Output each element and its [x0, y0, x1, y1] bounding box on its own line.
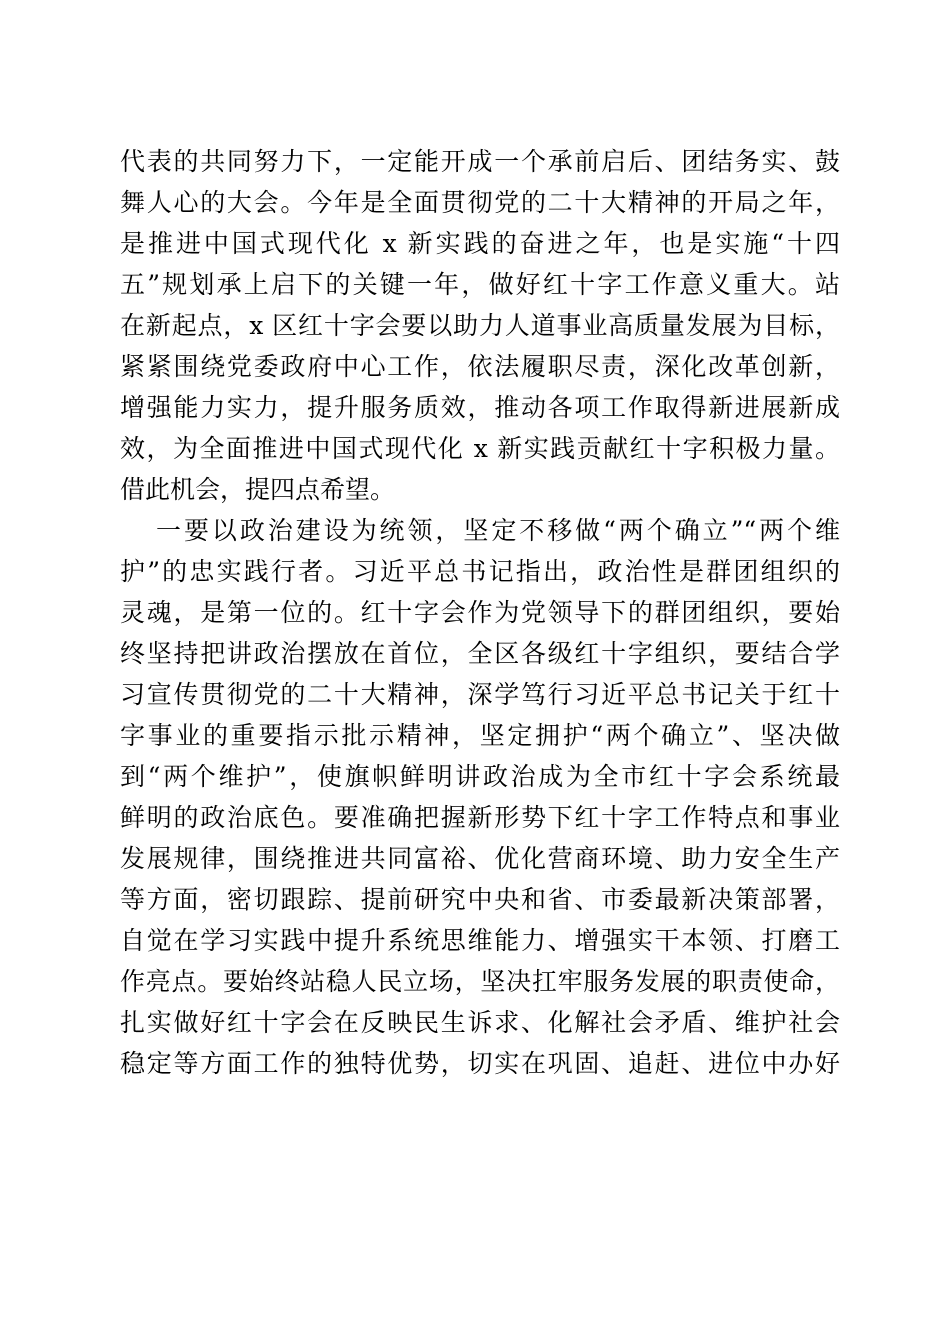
text-line: 紧紧围绕党委政府中心工作，依法履职尽责，深化改革创新， [120, 352, 840, 381]
text-line: 稳定等方面工作的独特优势，切实在巩固、追赶、进位中办好 [120, 1049, 840, 1078]
text-line: 习宣传贯彻党的二十大精神，深学笃行习近平总书记关于红十 [120, 680, 840, 709]
text-line: 代表的共同努力下，一定能开成一个承前启后、团结务实、鼓 [120, 147, 840, 176]
text-line: 在新起点，x 区红十字会要以助力人道事业高质量发展为目标， [120, 311, 840, 340]
text-line: 扎实做好红十字会在反映民生诉求、化解社会矛盾、维护社会 [120, 1008, 840, 1037]
text-line: 是推进中国式现代化 x 新实践的奋进之年，也是实施“十四 [120, 229, 840, 258]
text-line: 五”规划承上启下的关键一年，做好红十字工作意义重大。站 [120, 270, 840, 299]
text-line: 终坚持把讲政治摆放在首位，全区各级红十字组织，要结合学 [120, 639, 840, 668]
paragraph-1 [120, 141, 840, 510]
text-line: 一要以政治建设为统领，坚定不移做“两个确立”“两个维 [156, 516, 840, 545]
text-line: 增强能力实力，提升服务质效，推动各项工作取得新进展新成 [120, 393, 840, 422]
document-body [120, 141, 840, 1084]
text-line: 护”的忠实践行者。习近平总书记指出，政治性是群团组织的 [120, 557, 840, 586]
text-line: 灵魂，是第一位的。红十字会作为党领导下的群团组织，要始 [120, 598, 840, 627]
text-line: 自觉在学习实践中提升系统思维能力、增强实干本领、打磨工 [120, 926, 840, 955]
text-line: 到“两个维护”，使旗帜鲜明讲政治成为全市红十字会系统最 [120, 762, 840, 791]
text-line: 借此机会，提四点希望。 [120, 475, 396, 504]
text-line: 效，为全面推进中国式现代化 x 新实践贡献红十字积极力量。 [120, 434, 840, 463]
text-line: 发展规律，围绕推进共同富裕、优化营商环境、助力安全生产 [120, 844, 840, 873]
text-line: 作亮点。要始终站稳人民立场，坚决扛牢服务发展的职责使命， [120, 967, 840, 996]
text-line: 鲜明的政治底色。要准确把握新形势下红十字工作特点和事业 [120, 803, 840, 832]
text-line: 字事业的重要指示批示精神，坚定拥护“两个确立”、坚决做 [120, 721, 840, 750]
text-line: 等方面，密切跟踪、提前研究中央和省、市委最新决策部署， [120, 885, 840, 914]
paragraph-2 [120, 510, 840, 1084]
text-line: 舞人心的大会。今年是全面贯彻党的二十大精神的开局之年， [120, 188, 840, 217]
